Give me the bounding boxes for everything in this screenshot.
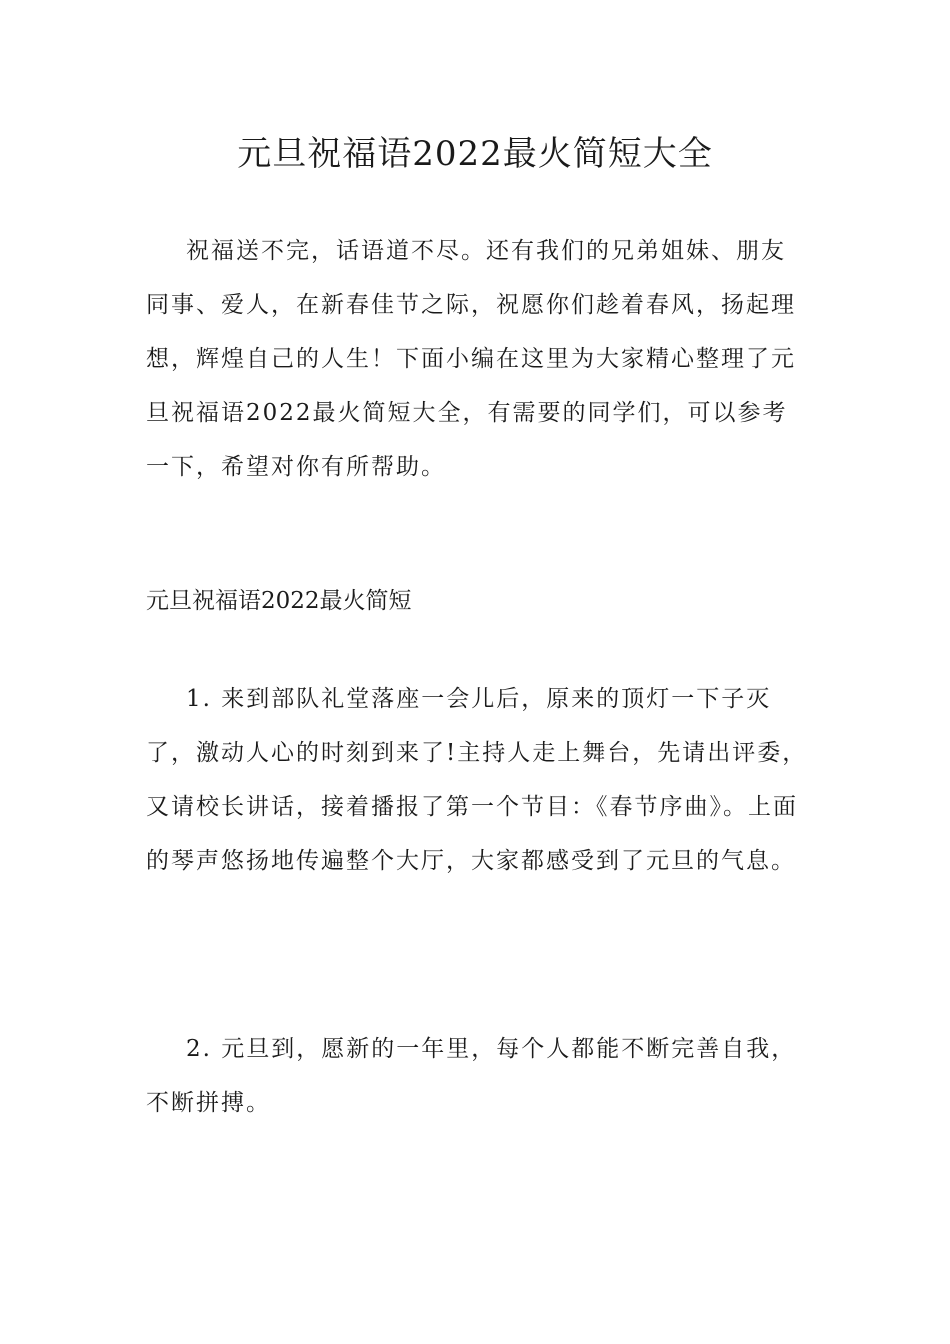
list-item: 1. 来到部队礼堂落座一会儿后，原来的顶灯一下子灭了，激动人心的时刻到来了!主持人走上舞台，先请出评委，又请校长讲话，接着播报了第一个节目：《春节序曲》。上面的琴声悠扬地传遍整个大厅，大家都感受到了元旦的气息。	[146, 686, 808, 874]
section-heading: 元旦祝福语2022最火简短	[146, 588, 412, 614]
list-item: 2. 元旦到，愿新的一年里，每个人都能不断完善自我，不断拼搏。	[146, 1036, 797, 1116]
intro-paragraph: 祝福送不完，话语道不尽。还有我们的兄弟姐妹、朋友同事、爱人，在新春佳节之际，祝愿你们趁着春风，扬起理想，辉煌自己的人生！下面小编在这里为大家精心整理了元旦祝福语2022最火简短大全，有需要的同学们，可以参考一下，希望对你有所帮助。	[146, 238, 796, 480]
document-title: 元旦祝福语2022最火简短大全	[237, 134, 713, 174]
